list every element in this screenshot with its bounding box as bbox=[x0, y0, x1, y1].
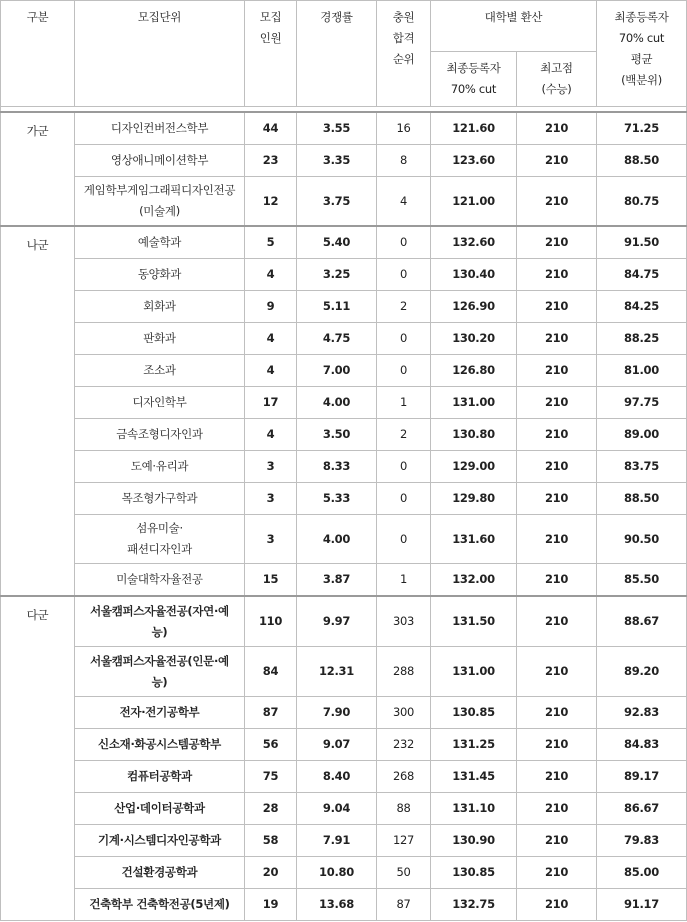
max-score-cell: 210 bbox=[517, 291, 597, 323]
percentile-cell: 86.67 bbox=[597, 793, 687, 825]
unit-line: 건설환경공학과 bbox=[121, 865, 198, 879]
quota-cell: 4 bbox=[245, 419, 297, 451]
final70-score-cell: 130.85 bbox=[431, 697, 517, 729]
header-quota-line: 모집 bbox=[259, 10, 282, 24]
waitlist-rank-cell: 303 bbox=[377, 596, 431, 647]
quota-cell: 4 bbox=[245, 259, 297, 291]
unit-line: 도예·유리과 bbox=[130, 459, 189, 473]
competition-cell: 9.04 bbox=[297, 793, 377, 825]
table-row bbox=[1, 291, 687, 323]
percentile-cell: 92.83 bbox=[597, 697, 687, 729]
quota-cell: 110 bbox=[245, 596, 297, 647]
final70-score-cell: 121.00 bbox=[431, 177, 517, 227]
max-score-cell: 210 bbox=[517, 564, 597, 597]
unit-cell bbox=[75, 793, 245, 825]
unit-line: 금속조형디자인과 bbox=[116, 427, 203, 441]
final70-score-cell: 129.00 bbox=[431, 451, 517, 483]
header-unit: 모집단위 bbox=[75, 1, 245, 107]
header-percentile-line: 최종등록자 bbox=[614, 10, 669, 24]
final70-score-cell: 130.40 bbox=[431, 259, 517, 291]
quota-cell: 58 bbox=[245, 825, 297, 857]
table-row bbox=[1, 647, 687, 697]
quota-cell: 44 bbox=[245, 112, 297, 145]
final70-score-cell: 130.20 bbox=[431, 323, 517, 355]
header-percentile-line: 70% cut bbox=[618, 31, 665, 45]
unit-cell bbox=[75, 857, 245, 889]
waitlist-rank-cell: 16 bbox=[377, 112, 431, 145]
max-score-cell: 210 bbox=[517, 112, 597, 145]
final70-score-cell: 123.60 bbox=[431, 145, 517, 177]
group-label: 가군 bbox=[1, 112, 75, 226]
waitlist-rank-cell: 232 bbox=[377, 729, 431, 761]
final70-score-cell: 131.60 bbox=[431, 515, 517, 564]
unit-cell bbox=[75, 387, 245, 419]
header-max-score bbox=[517, 52, 597, 107]
quota-cell: 87 bbox=[245, 697, 297, 729]
quota-cell: 84 bbox=[245, 647, 297, 697]
quota-cell: 75 bbox=[245, 761, 297, 793]
header-final70-line: 최종등록자 bbox=[446, 61, 501, 75]
max-score-cell: 210 bbox=[517, 889, 597, 921]
unit-line: 미술대학자율전공 bbox=[116, 572, 203, 586]
competition-cell: 4.75 bbox=[297, 323, 377, 355]
unit-line: 건축학부 건축학전공(5년제) bbox=[89, 897, 230, 911]
percentile-cell: 88.50 bbox=[597, 145, 687, 177]
percentile-cell: 85.50 bbox=[597, 564, 687, 597]
header-final70-line: 70% cut bbox=[450, 82, 497, 96]
header-quota bbox=[245, 1, 297, 107]
competition-cell: 5.33 bbox=[297, 483, 377, 515]
group-label: 나군 bbox=[1, 226, 75, 596]
unit-line: 영상애니메이션학부 bbox=[110, 153, 209, 167]
competition-cell: 7.90 bbox=[297, 697, 377, 729]
table-row bbox=[1, 259, 687, 291]
max-score-cell: 210 bbox=[517, 483, 597, 515]
percentile-cell: 89.20 bbox=[597, 647, 687, 697]
percentile-cell: 97.75 bbox=[597, 387, 687, 419]
table-row bbox=[1, 355, 687, 387]
quota-cell: 3 bbox=[245, 483, 297, 515]
unit-line: 조소과 bbox=[143, 363, 176, 377]
unit-line: 컴퓨터공학과 bbox=[127, 769, 192, 783]
percentile-cell: 80.75 bbox=[597, 177, 687, 227]
max-score-cell: 210 bbox=[517, 226, 597, 259]
unit-cell bbox=[75, 697, 245, 729]
quota-cell: 28 bbox=[245, 793, 297, 825]
waitlist-rank-cell: 87 bbox=[377, 889, 431, 921]
unit-cell bbox=[75, 355, 245, 387]
unit-line: 예술학과 bbox=[137, 235, 182, 249]
max-score-cell: 210 bbox=[517, 177, 597, 227]
header-max-score-line: 최고점 bbox=[540, 61, 573, 75]
percentile-cell: 89.17 bbox=[597, 761, 687, 793]
competition-cell: 7.91 bbox=[297, 825, 377, 857]
unit-cell bbox=[75, 177, 245, 227]
waitlist-rank-cell: 1 bbox=[377, 387, 431, 419]
header-percentile-line: (백분위) bbox=[621, 73, 662, 87]
unit-cell bbox=[75, 761, 245, 793]
percentile-cell: 83.75 bbox=[597, 451, 687, 483]
competition-cell: 8.33 bbox=[297, 451, 377, 483]
table-row bbox=[1, 483, 687, 515]
percentile-cell: 88.25 bbox=[597, 323, 687, 355]
unit-line: 서울캠퍼스자율전공(자연·예 bbox=[90, 603, 229, 618]
table-row bbox=[1, 793, 687, 825]
final70-score-cell: 131.25 bbox=[431, 729, 517, 761]
competition-cell: 3.87 bbox=[297, 564, 377, 597]
header-quota-line: 인원 bbox=[259, 31, 282, 45]
final70-score-cell: 126.90 bbox=[431, 291, 517, 323]
max-score-cell: 210 bbox=[517, 793, 597, 825]
table-row bbox=[1, 697, 687, 729]
quota-cell: 12 bbox=[245, 177, 297, 227]
competition-cell: 10.80 bbox=[297, 857, 377, 889]
max-score-cell: 210 bbox=[517, 387, 597, 419]
unit-line: 능) bbox=[151, 624, 168, 639]
quota-cell: 15 bbox=[245, 564, 297, 597]
final70-score-cell: 130.85 bbox=[431, 857, 517, 889]
table-row bbox=[1, 112, 687, 145]
competition-cell: 5.11 bbox=[297, 291, 377, 323]
max-score-cell: 210 bbox=[517, 729, 597, 761]
table-row bbox=[1, 761, 687, 793]
unit-cell bbox=[75, 451, 245, 483]
waitlist-rank-cell: 0 bbox=[377, 515, 431, 564]
percentile-cell: 71.25 bbox=[597, 112, 687, 145]
quota-cell: 5 bbox=[245, 226, 297, 259]
waitlist-rank-cell: 0 bbox=[377, 259, 431, 291]
table-row bbox=[1, 419, 687, 451]
unit-line: 능) bbox=[151, 674, 168, 689]
table-row bbox=[1, 564, 687, 597]
quota-cell: 3 bbox=[245, 451, 297, 483]
table-row bbox=[1, 857, 687, 889]
unit-cell bbox=[75, 596, 245, 647]
percentile-cell: 85.00 bbox=[597, 857, 687, 889]
max-score-cell: 210 bbox=[517, 355, 597, 387]
unit-line: 전자·전기공학부 bbox=[119, 705, 200, 719]
competition-cell: 4.00 bbox=[297, 387, 377, 419]
competition-cell: 4.00 bbox=[297, 515, 377, 564]
max-score-cell: 210 bbox=[517, 697, 597, 729]
percentile-cell: 90.50 bbox=[597, 515, 687, 564]
unit-line: (미술계) bbox=[139, 204, 180, 218]
header-group: 구분 bbox=[1, 1, 75, 107]
competition-cell: 12.31 bbox=[297, 647, 377, 697]
table-row bbox=[1, 387, 687, 419]
final70-score-cell: 131.00 bbox=[431, 647, 517, 697]
final70-score-cell: 131.50 bbox=[431, 596, 517, 647]
final70-score-cell: 132.00 bbox=[431, 564, 517, 597]
header-competition: 경쟁률 bbox=[297, 1, 377, 107]
unit-line: 게임학부게임그래픽디자인전공 bbox=[83, 183, 236, 197]
waitlist-rank-cell: 8 bbox=[377, 145, 431, 177]
percentile-cell: 79.83 bbox=[597, 825, 687, 857]
final70-score-cell: 131.45 bbox=[431, 761, 517, 793]
table-row bbox=[1, 515, 687, 564]
competition-cell: 8.40 bbox=[297, 761, 377, 793]
table-row bbox=[1, 177, 687, 227]
max-score-cell: 210 bbox=[517, 451, 597, 483]
waitlist-rank-cell: 4 bbox=[377, 177, 431, 227]
max-score-cell: 210 bbox=[517, 259, 597, 291]
table-row bbox=[1, 825, 687, 857]
header-final70 bbox=[431, 52, 517, 107]
unit-cell bbox=[75, 112, 245, 145]
unit-line: 섬유미술· bbox=[136, 521, 183, 535]
quota-cell: 23 bbox=[245, 145, 297, 177]
max-score-cell: 210 bbox=[517, 647, 597, 697]
competition-cell: 3.50 bbox=[297, 419, 377, 451]
final70-score-cell: 130.80 bbox=[431, 419, 517, 451]
header-waitlist-line: 순위 bbox=[392, 52, 415, 66]
percentile-cell: 84.75 bbox=[597, 259, 687, 291]
waitlist-rank-cell: 0 bbox=[377, 226, 431, 259]
header-waitlist-line: 합격 bbox=[392, 31, 415, 45]
max-score-cell: 210 bbox=[517, 596, 597, 647]
waitlist-rank-cell: 50 bbox=[377, 857, 431, 889]
waitlist-rank-cell: 0 bbox=[377, 483, 431, 515]
max-score-cell: 210 bbox=[517, 825, 597, 857]
header-percentile-line: 평균 bbox=[630, 52, 653, 66]
header-waitlist bbox=[377, 1, 431, 107]
final70-score-cell: 131.00 bbox=[431, 387, 517, 419]
percentile-cell: 88.50 bbox=[597, 483, 687, 515]
unit-cell bbox=[75, 729, 245, 761]
quota-cell: 9 bbox=[245, 291, 297, 323]
percentile-cell: 91.17 bbox=[597, 889, 687, 921]
final70-score-cell: 132.60 bbox=[431, 226, 517, 259]
unit-line: 서울캠퍼스자율전공(인문·예 bbox=[90, 653, 229, 668]
waitlist-rank-cell: 1 bbox=[377, 564, 431, 597]
competition-cell: 5.40 bbox=[297, 226, 377, 259]
unit-line: 회화과 bbox=[143, 299, 176, 313]
max-score-cell: 210 bbox=[517, 323, 597, 355]
final70-score-cell: 129.80 bbox=[431, 483, 517, 515]
waitlist-rank-cell: 127 bbox=[377, 825, 431, 857]
unit-line: 판화과 bbox=[143, 331, 176, 345]
unit-line: 산업·데이터공학과 bbox=[114, 801, 205, 815]
waitlist-rank-cell: 0 bbox=[377, 323, 431, 355]
unit-line: 목조형가구학과 bbox=[121, 491, 198, 505]
quota-cell: 20 bbox=[245, 857, 297, 889]
table-row bbox=[1, 226, 687, 259]
max-score-cell: 210 bbox=[517, 857, 597, 889]
unit-cell bbox=[75, 889, 245, 921]
unit-cell bbox=[75, 515, 245, 564]
unit-line: 디자인컨버전스학부 bbox=[110, 121, 209, 135]
waitlist-rank-cell: 2 bbox=[377, 291, 431, 323]
max-score-cell: 210 bbox=[517, 761, 597, 793]
waitlist-rank-cell: 288 bbox=[377, 647, 431, 697]
group-label: 다군 bbox=[1, 596, 75, 921]
quota-cell: 4 bbox=[245, 355, 297, 387]
final70-score-cell: 132.75 bbox=[431, 889, 517, 921]
max-score-cell: 210 bbox=[517, 419, 597, 451]
table-row bbox=[1, 596, 687, 647]
table-row bbox=[1, 889, 687, 921]
quota-cell: 17 bbox=[245, 387, 297, 419]
quota-cell: 19 bbox=[245, 889, 297, 921]
header-percentile bbox=[597, 1, 687, 107]
percentile-cell: 81.00 bbox=[597, 355, 687, 387]
header-waitlist-line: 충원 bbox=[392, 10, 415, 24]
unit-line: 기계·시스템디자인공학과 bbox=[98, 833, 221, 847]
quota-cell: 56 bbox=[245, 729, 297, 761]
final70-score-cell: 130.90 bbox=[431, 825, 517, 857]
table-row bbox=[1, 145, 687, 177]
max-score-cell: 210 bbox=[517, 515, 597, 564]
percentile-cell: 84.83 bbox=[597, 729, 687, 761]
unit-line: 신소재·화공시스템공학부 bbox=[98, 737, 221, 751]
competition-cell: 3.25 bbox=[297, 259, 377, 291]
competition-cell: 9.97 bbox=[297, 596, 377, 647]
waitlist-rank-cell: 0 bbox=[377, 355, 431, 387]
header-max-score-line: (수능) bbox=[541, 82, 572, 96]
unit-cell bbox=[75, 145, 245, 177]
final70-score-cell: 121.60 bbox=[431, 112, 517, 145]
waitlist-rank-cell: 268 bbox=[377, 761, 431, 793]
competition-cell: 13.68 bbox=[297, 889, 377, 921]
waitlist-rank-cell: 2 bbox=[377, 419, 431, 451]
table-row bbox=[1, 323, 687, 355]
table-row bbox=[1, 729, 687, 761]
waitlist-rank-cell: 0 bbox=[377, 451, 431, 483]
competition-cell: 3.55 bbox=[297, 112, 377, 145]
competition-cell: 9.07 bbox=[297, 729, 377, 761]
unit-line: 패션디자인과 bbox=[127, 542, 192, 556]
unit-cell bbox=[75, 647, 245, 697]
unit-line: 동양화과 bbox=[137, 267, 182, 281]
header-conversion: 대학별 환산 bbox=[431, 1, 597, 52]
percentile-cell: 84.25 bbox=[597, 291, 687, 323]
unit-cell bbox=[75, 483, 245, 515]
percentile-cell: 89.00 bbox=[597, 419, 687, 451]
unit-cell bbox=[75, 323, 245, 355]
table-row bbox=[1, 451, 687, 483]
unit-cell bbox=[75, 825, 245, 857]
unit-cell bbox=[75, 564, 245, 597]
waitlist-rank-cell: 88 bbox=[377, 793, 431, 825]
competition-cell: 3.35 bbox=[297, 145, 377, 177]
quota-cell: 4 bbox=[245, 323, 297, 355]
competition-cell: 7.00 bbox=[297, 355, 377, 387]
quota-cell: 3 bbox=[245, 515, 297, 564]
percentile-cell: 88.67 bbox=[597, 596, 687, 647]
unit-cell bbox=[75, 226, 245, 259]
unit-cell bbox=[75, 419, 245, 451]
percentile-cell: 91.50 bbox=[597, 226, 687, 259]
max-score-cell: 210 bbox=[517, 145, 597, 177]
header-row-1 bbox=[1, 1, 687, 52]
waitlist-rank-cell: 300 bbox=[377, 697, 431, 729]
final70-score-cell: 126.80 bbox=[431, 355, 517, 387]
unit-line: 디자인학부 bbox=[132, 395, 187, 409]
final70-score-cell: 131.10 bbox=[431, 793, 517, 825]
unit-cell bbox=[75, 291, 245, 323]
unit-cell bbox=[75, 259, 245, 291]
table-body bbox=[1, 1, 687, 921]
competition-cell: 3.75 bbox=[297, 177, 377, 227]
